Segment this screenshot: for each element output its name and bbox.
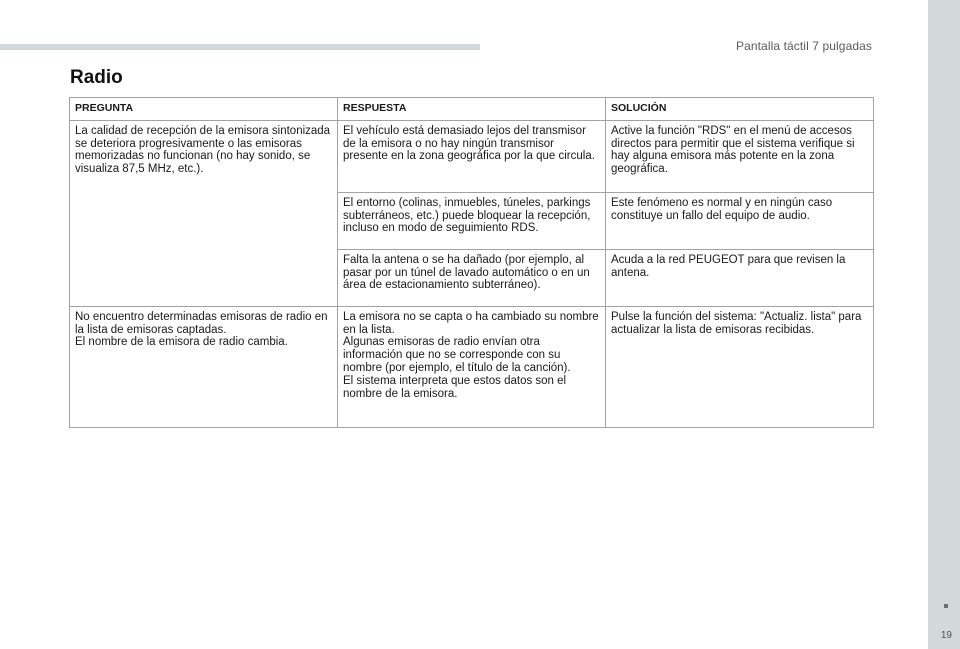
solution-cell: Acuda a la red PEUGEOT para que revisen la antena. xyxy=(606,249,874,306)
answer-cell: Falta la antena o se ha dañado (por ejemplo, al pasar por un túnel de lavado automático o en un área de estacionamiento subterráneo). xyxy=(338,249,606,306)
table-row xyxy=(70,120,874,192)
solution-cell: Este fenómeno es normal y en ningún caso constituye un fallo del equipo de audio. xyxy=(606,192,874,249)
answer-cell: La emisora no se capta o ha cambiado su nombre en la lista. Algunas emisoras de radio envían otra información que no se corresponde con su nombre (por ejemplo, el título de la canción). El sistema interpreta que estos datos son el nombre de la emisora. xyxy=(338,306,606,427)
solution-cell: Active la función "RDS" en el menú de accesos directos para permitir que el sistema verifique si hay alguna emisora más potente en la zona geográfica. xyxy=(606,120,874,192)
page-marker-square xyxy=(944,604,948,608)
question-cell: La calidad de recepción de la emisora sintonizada se deteriora progresivamente o las emisoras memorizadas no funcionan (no hay sonido, se visualiza 87,5 MHz, etc.). xyxy=(70,120,338,306)
page-number: 19 xyxy=(940,630,952,641)
running-header: Pantalla táctil 7 pulgadas xyxy=(735,39,872,53)
table-header-row xyxy=(70,98,874,121)
header-rule xyxy=(0,44,480,50)
troubleshooting-table xyxy=(69,97,874,428)
column-header-solution: SOLUCIÓN xyxy=(606,98,874,121)
section-title: Radio xyxy=(70,67,123,88)
solution-cell: Pulse la función del sistema: "Actualiz. lista" para actualizar la lista de emisoras recibidas. xyxy=(606,306,874,427)
page-edge-band xyxy=(928,0,960,649)
table-row xyxy=(70,306,874,427)
column-header-answer: RESPUESTA xyxy=(338,98,606,121)
answer-cell: El entorno (colinas, inmuebles, túneles, parkings subterráneos, etc.) puede bloquear la recepción, incluso en modo de seguimiento RDS. xyxy=(338,192,606,249)
column-header-question: PREGUNTA xyxy=(70,98,338,121)
answer-cell: El vehículo está demasiado lejos del transmisor de la emisora o no hay ningún transmisor presente en la zona geográfica por la que circula. xyxy=(338,120,606,192)
question-cell: No encuentro determinadas emisoras de radio en la lista de emisoras captadas. El nombre de la emisora de radio cambia. xyxy=(70,306,338,427)
